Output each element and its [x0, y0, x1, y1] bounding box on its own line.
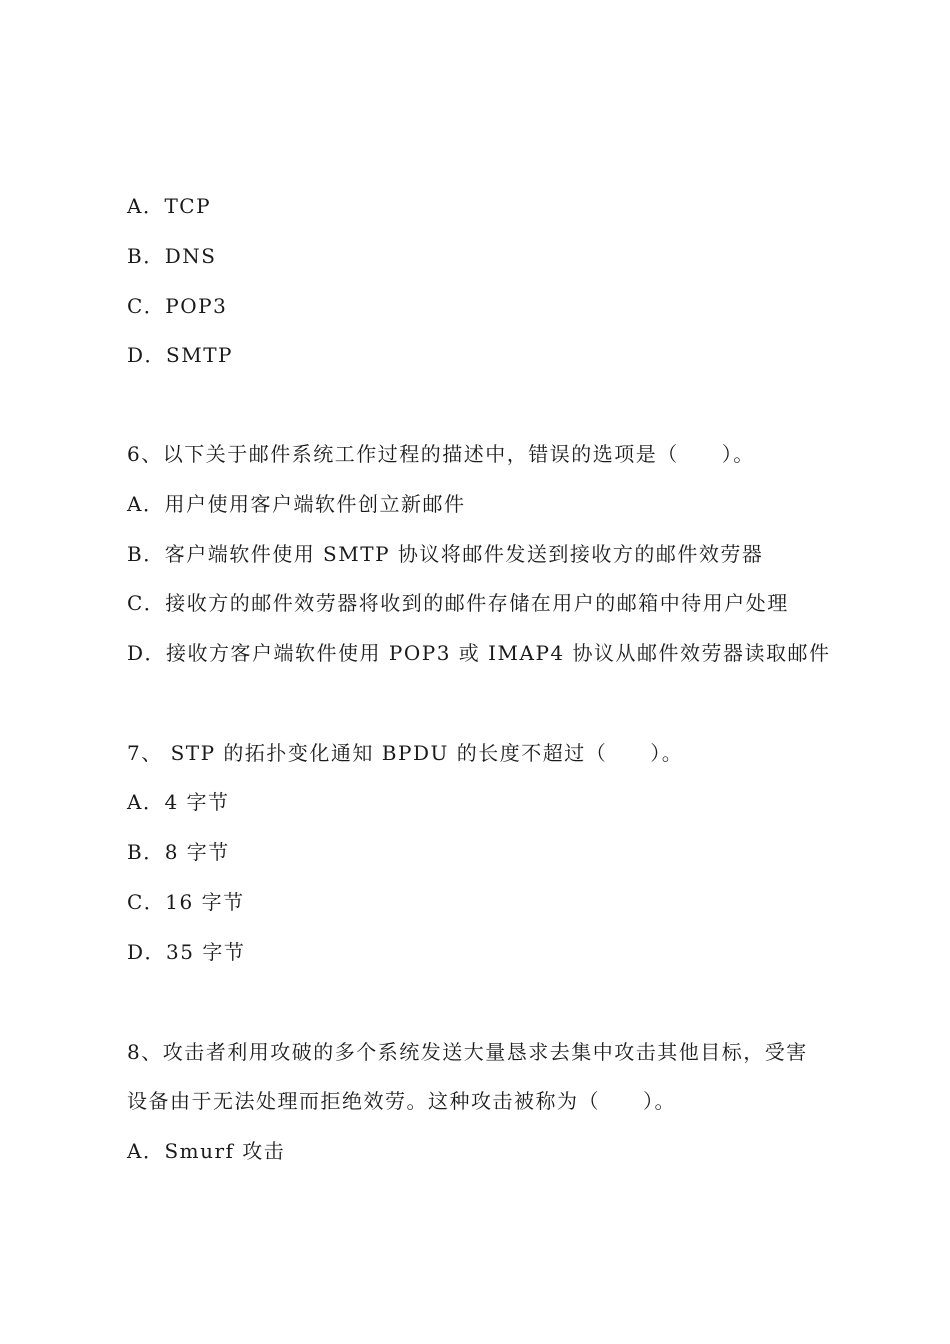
q5-option-d: D．SMTP: [127, 343, 234, 367]
q7-option-d: D．35 字节: [127, 940, 246, 964]
q8-option-a: A．Smurf 攻击: [127, 1139, 286, 1163]
q6-option-c: C．接收方的邮件效劳器将收到的邮件存储在用户的邮箱中待用户处理: [127, 591, 789, 615]
q6-option-b: B．客户端软件使用 SMTP 协议将邮件发送到接收方的邮件效劳器: [127, 542, 764, 566]
q5-option-c: C．POP3: [127, 294, 228, 318]
q6-stem: 6、以下关于邮件系统工作过程的描述中，错误的选项是（ ）。: [127, 442, 755, 466]
q7-stem: 7、 STP 的拓扑变化通知 BPDU 的长度不超过（ ）。: [127, 741, 684, 765]
q8-stem-line-2: 设备由于无法处理而拒绝效劳。这种攻击被称为（ ）。: [127, 1089, 676, 1113]
q7-option-a: A．4 字节: [127, 790, 230, 814]
q6-option-a: A．用户使用客户端软件创立新邮件: [127, 492, 466, 516]
q7-option-c: C．16 字节: [127, 890, 245, 914]
q5-option-b: B．DNS: [127, 244, 217, 268]
q6-option-d: D．接收方客户端软件使用 POP3 或 IMAP4 协议从邮件效劳器读取邮件: [127, 641, 831, 665]
q7-option-b: B．8 字节: [127, 840, 230, 864]
q5-option-a: A．TCP: [127, 194, 212, 218]
q8-stem-line-1: 8、攻击者利用攻破的多个系统发送大量恳求去集中攻击其他目标，受害: [127, 1040, 808, 1064]
